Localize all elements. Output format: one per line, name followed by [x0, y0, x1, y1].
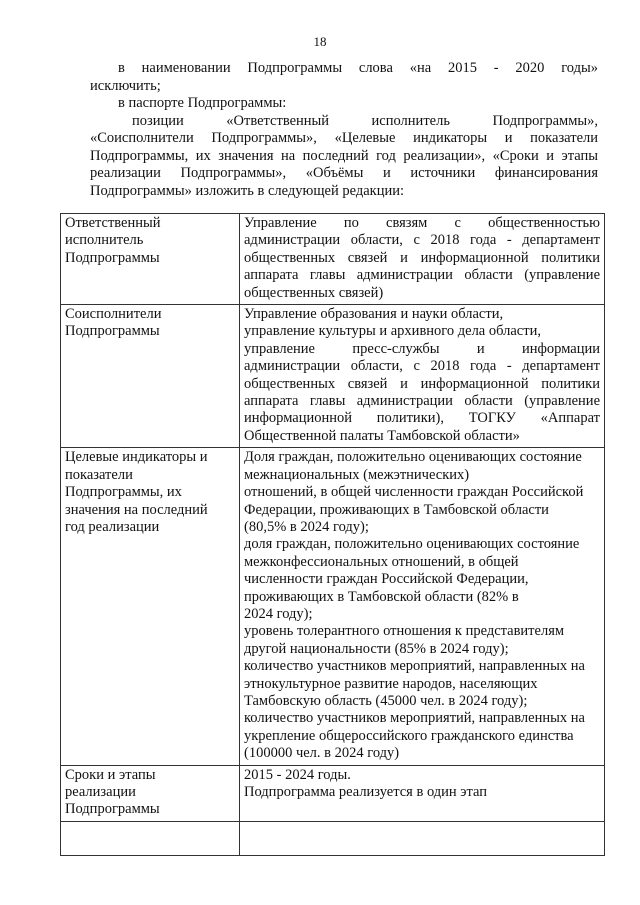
row-value: Доля граждан, положительно оценивающих состояние межнациональных (межэтнических) отношений, в общей численности граждан Российской Федерации, проживающих в Тамбовской области (80,5% в 2024 году); доля граждан, положительно оценивающих состояние межконфессиональных отношений, в общей численности граждан Российской Федерации, проживающих в Тамбовской области (82% в 2024 году); уровень толерантного отношения к представителям другой национальности (85% в 2024 году); количество участников мероприятий, направленных на этнокультурное развитие народов, населяющих Тамбовскую область (45000 чел. в 2024 году); количество участников мероприятий, направленных на укрепление общероссийского гражданского единства (100000 чел. в 2024 году)	[240, 448, 605, 765]
intro-line: «Соисполнители Подпрограммы», «Целевые индикаторы и показатели	[90, 130, 598, 146]
row-value: Управление образования и науки области, управление культуры и архивного дела области, управление пресс-службы и информации администрации области, с 2018 года - департамент общественных связей и информационной политики аппарата главы администрации области (управление информационной политики), ТОГКУ «Аппарат Общественной палаты Тамбовской области»	[240, 305, 605, 448]
row-label: Сроки и этапы реализации Подпрограммы	[61, 765, 240, 821]
intro-line: реализации Подпрограммы», «Объёмы и источники финансирования	[90, 165, 598, 181]
intro-line: Подпрограммы» изложить в следующей редакции:	[90, 182, 405, 199]
row-label: Ответственный исполнитель Подпрограммы	[61, 214, 240, 305]
intro-text	[90, 60, 598, 200]
row-label	[61, 821, 240, 855]
page-number: 18	[313, 34, 327, 49]
row-value: Управление по связям с общественностью администрации области, с 2018 года - департамент общественных связей и информационной политики аппарата главы администрации области (управление общественных связей)	[240, 214, 605, 305]
row-label: Соисполнители Подпрограммы	[61, 305, 240, 448]
intro-line: Подпрограммы, их значения на последний год реализации», «Сроки и этапы	[90, 147, 598, 164]
table-row	[61, 448, 605, 765]
intro-line: исключить;	[90, 77, 161, 94]
row-value: 2015 - 2024 годы. Подпрограмма реализуется в один этап	[240, 765, 605, 821]
table-row	[61, 214, 605, 305]
table-row	[61, 305, 605, 448]
intro-line: в паспорте Подпрограммы:	[118, 95, 287, 111]
row-value	[240, 821, 605, 855]
intro-line: позиции «Ответственный исполнитель Подпрограммы»,	[132, 112, 598, 129]
table-row-blank	[61, 821, 605, 855]
subprogram-passport-table	[60, 213, 605, 856]
row-label: Целевые индикаторы и показатели Подпрограммы, их значения на последний год реализации	[61, 448, 240, 765]
intro-line: в наименовании Подпрограммы слова «на 2015 - 2020 годы»	[118, 60, 598, 76]
table-row	[61, 765, 605, 821]
